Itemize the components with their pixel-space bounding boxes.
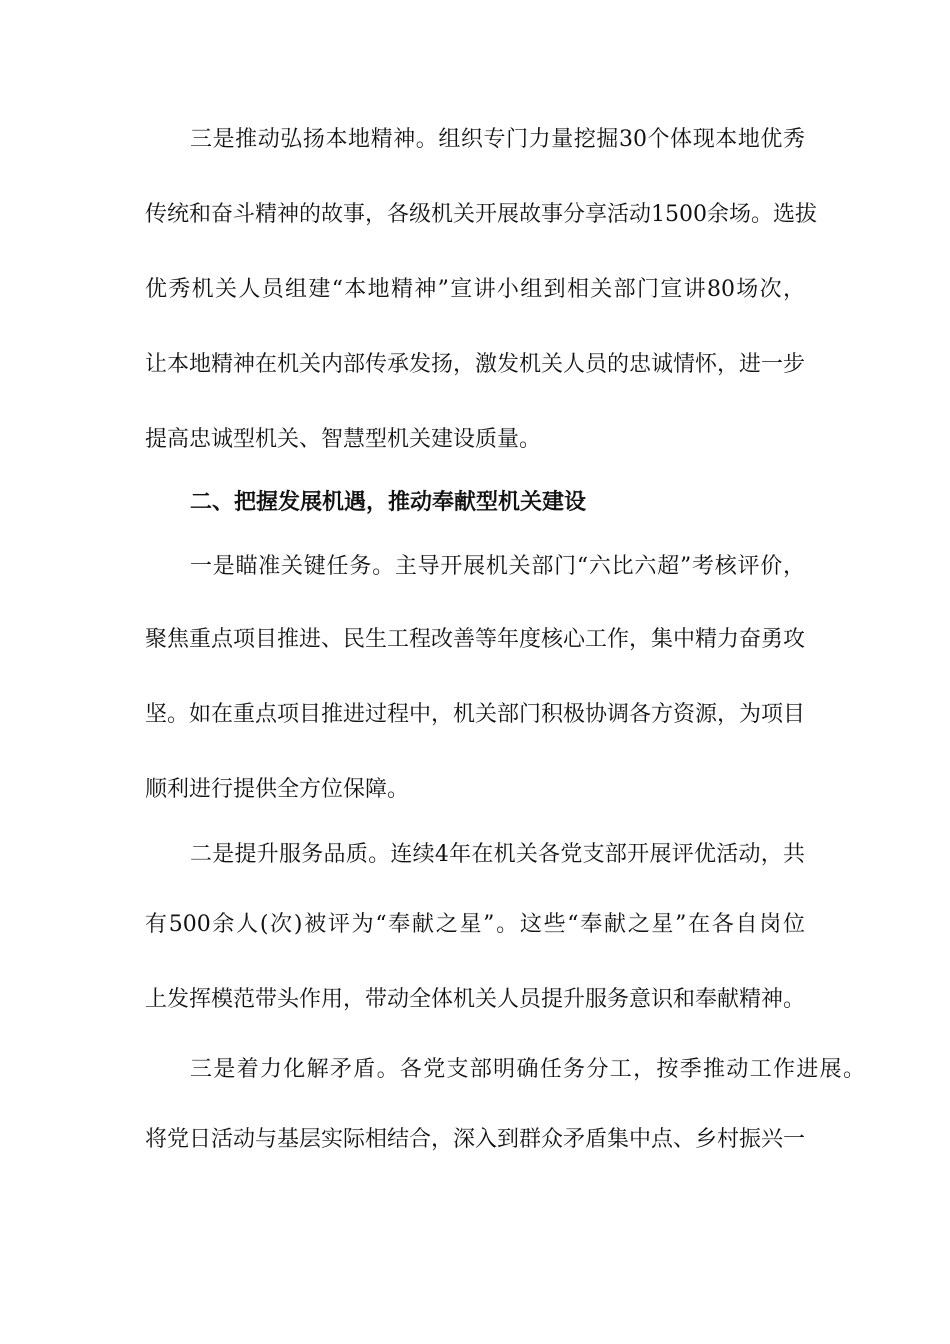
text-line: 将党日活动与基层实际相结合，深入到群众矛盾集中点、乡村振兴一: [145, 1127, 806, 1152]
text-line: 传统和奋斗精神的故事，各级机关开展故事分享活动1500余场。选拔: [145, 202, 817, 227]
text-line: 二是提升服务品质。连续4年在机关各党支部开展评优活动，共: [190, 842, 805, 867]
text-line: 坚。如在重点项目推进过程中，机关部门积极协调各方资源，为项目: [145, 702, 806, 727]
text-line: 上发挥模范带头作用，带动全体机关人员提升服务意识和奉献精神。: [145, 987, 806, 1012]
text-line: 提高忠诚型机关、智慧型机关建设质量。: [145, 427, 542, 452]
section-heading: 二、把握发展机遇，推动奉献型机关建设: [190, 490, 587, 515]
text-line: 三是着力化解矛盾。各党支部明确任务分工，按季推动工作进展。: [190, 1057, 865, 1082]
text-line: 顺利进行提供全方位保障。: [145, 777, 410, 802]
text-line: 优秀机关人员组建“本地精神”宣讲小组到相关部门宣讲80场次，: [145, 277, 805, 302]
text-line: 让本地精神在机关内部传承发扬，激发机关人员的忠诚情怀，进一步: [145, 352, 806, 377]
text-line: 三是推动弘扬本地精神。组织专门力量挖掘30个体现本地优秀: [190, 127, 805, 152]
text-line: 有500余人(次)被评为“奉献之星”。这些“奉献之星”在各自岗位: [145, 912, 805, 937]
text-line: 一是瞄准关键任务。主导开展机关部门“六比六超”考核评价，: [190, 554, 805, 579]
text-line: 聚焦重点项目推进、民生工程改善等年度核心工作，集中精力奋勇攻: [145, 627, 806, 652]
